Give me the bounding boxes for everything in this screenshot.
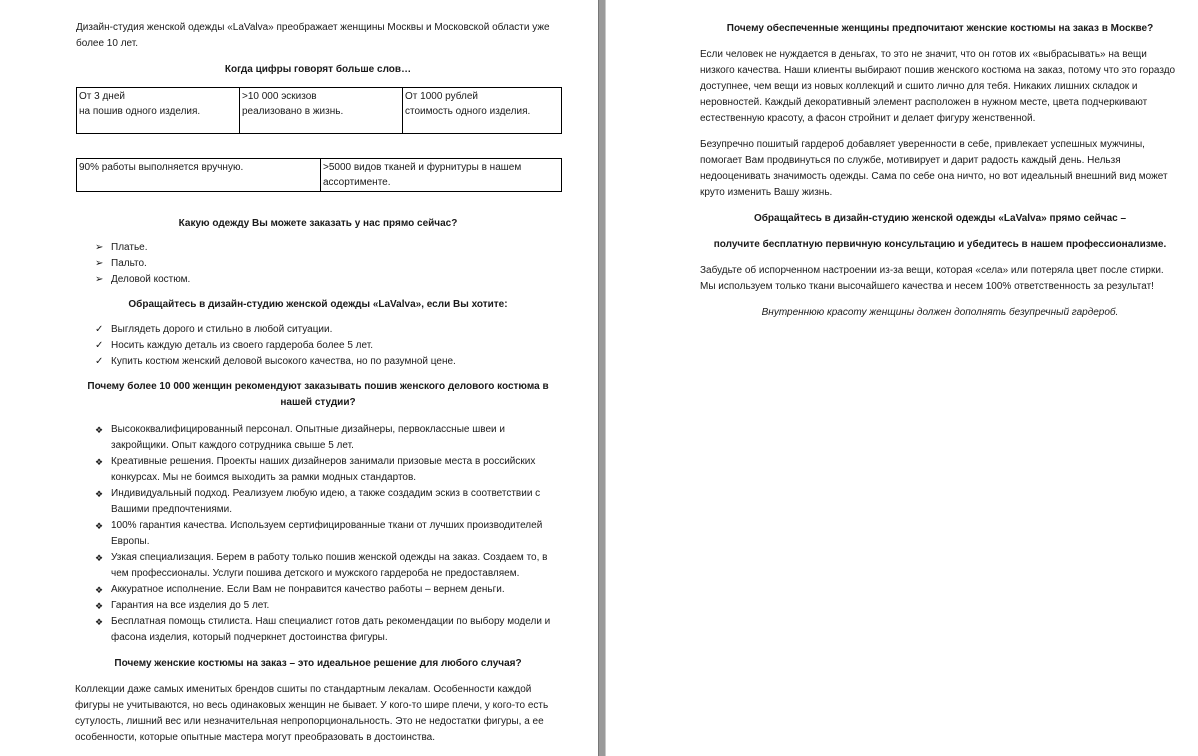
diamond-bullet-icon: ❖ [95, 585, 104, 595]
cta-line-2: получите бесплатную первичную консультацию и убедитесь в нашем профессионализме. [713, 239, 1167, 250]
intro-paragraph: Дизайн-студия женской одежды «LaValva» преображает женщины Москвы и Московской области уже более 10 лет. [76, 22, 550, 49]
table-cell: От 3 дней на пошив одного изделия. [77, 88, 240, 134]
features-table [76, 158, 562, 192]
right-paragraph-1: Если человек не нуждается в деньгах, то это не значит, что он готов их «выбрасывать» на вещи низкого качества. Наши клиенты выбирают пошив женского костюма на заказ, потому что это гораздо доступнее, чем вещи из новых коллекций и сшито лично для тебя. Никаких лишних складок и неровностей. Каждый декоративный элемент расположен в нужном месте, цвета подчеркивают естественную красоту, а фасон стройнит и делает фигуру женственной. [700, 49, 1176, 124]
diamond-bullet-icon: ❖ [95, 521, 104, 531]
table-row [77, 88, 562, 134]
table-cell: 90% работы выполняется вручную. [77, 159, 321, 192]
diamond-bullet-icon: ❖ [95, 601, 104, 611]
diamond-bullet-icon: ❖ [95, 489, 104, 499]
list-item: ❖ Бесплатная помощь стилиста. Наш специалист готов дать рекомендации по выбору модели и фасона изделия, который подчеркнет достоинства фигуры. [95, 616, 551, 643]
diamond-bullet-icon: ❖ [95, 457, 104, 467]
right-paragraph-2: Безупречно пошитый гардероб добавляет уверенности в себе, привлекает успешных мужчины, помогает Вам продвинуться по службе, мотивирует и дарит радость каждый день. Нельзя недооценивать значимость одежды. Сама по себе она ничто, но вот идеальный внешний вид может круто изменить Вашу жизнь. [700, 139, 1168, 198]
list-item: ➢ Пальто. [76, 256, 560, 272]
diamond-bullet-icon: ❖ [95, 553, 104, 563]
arrow-bullet-icon: ➢ [95, 274, 104, 285]
document-page-right [606, 0, 1198, 756]
ideal-heading: Почему женские костюмы на заказ – это идеальное решение для любого случая? [114, 658, 522, 669]
order-heading: Какую одежду Вы можете заказать у нас прямо сейчас? [178, 218, 458, 229]
list-item: ❖ Высококвалифицированный персонал. Опытные дизайнеры, первоклассные швеи и закройщики. Опыт каждого сотрудника свыше 5 лет. [95, 424, 505, 451]
page-left-content [76, 20, 560, 746]
list-item: ❖ 100% гарантия качества. Используем сертифицированные ткани от лучших производителей Европы. [95, 520, 543, 547]
document-page-left [0, 0, 598, 756]
check-bullet-icon: ✓ [95, 340, 104, 351]
list-item: ❖ Гарантия на все изделия до 5 лет. [76, 598, 560, 614]
order-list [76, 240, 560, 288]
check-bullet-icon: ✓ [95, 356, 104, 367]
check-bullet-icon: ✓ [95, 324, 104, 335]
why-heading: Почему более 10 000 женщин рекомендуют заказывать пошив женского делового костюма в нашей студии? [87, 381, 549, 408]
table-cell: >10 000 эскизов реализовано в жизнь. [240, 88, 403, 134]
list-item: ❖ Аккуратное исполнение. Если Вам не понравится качество работы – вернем деньги. [76, 582, 560, 598]
list-item: ✓ Купить костюм женский деловой высокого качества, но по разумной цене. [76, 354, 560, 370]
table-cell: >5000 видов тканей и фурнитуры в нашем ассортименте. [321, 159, 562, 192]
diamond-bullet-icon: ❖ [95, 425, 104, 435]
cta-line-1: Обращайтесь в дизайн-студию женской одежды «LaValva» прямо сейчас – [753, 213, 1127, 224]
numbers-heading: Когда цифры говорят больше слов… [224, 64, 412, 75]
closing-line: Внутреннюю красоту женщины должен дополнять безупречный гардероб. [761, 307, 1119, 318]
diamond-bullet-icon: ❖ [95, 617, 104, 627]
page-divider [598, 0, 606, 756]
list-item: ❖ Индивидуальный подход. Реализуем любую идею, а также создадим эскиз в соответствии с Вашими предпочтениями. [95, 488, 541, 515]
list-item: ❖ Креативные решения. Проекты наших дизайнеров занимали призовые места в российских конкурсах. Мы не боимся выходить за рамки модных стандартов. [95, 456, 536, 483]
right-paragraph-3: Забудьте об испорченном настроении из-за вещи, которая «села» или потеряла цвет после стирки. Мы используем только ткани высочайшего качества и несем 100% ответственность за результат! [700, 265, 1164, 292]
list-item: ➢ Платье. [76, 240, 560, 256]
list-item: ✓ Выглядеть дорого и стильно в любой ситуации. [76, 322, 560, 338]
numbers-table [76, 87, 562, 134]
table-row [77, 159, 562, 192]
ideal-paragraph: Коллекции даже самых именитых брендов сшиты по стандартным лекалам. Особенности каждой фигуры не учитываются, но весь одинаковых женщин не бывает. У кого-то шире плечи, у кого-то есть сутулость, лишний вес или незначительная непропорциональность. Это не недостатки фигуры, а ее особенности, которые опытные мастера могут преобразовать в достоинства. [75, 684, 549, 743]
want-list [76, 322, 560, 370]
page-right-content [700, 21, 1180, 321]
list-item: ✓ Носить каждую деталь из своего гардероба более 5 лет. [76, 338, 560, 354]
right-heading: Почему обеспеченные женщины предпочитают женские костюмы на заказ в Москве? [726, 23, 1154, 34]
arrow-bullet-icon: ➢ [95, 258, 104, 269]
list-item: ❖ Узкая специализация. Берем в работу только пошив женской одежды на заказ. Создаем то, в чем профессионалы. Услуги пошива детского и мужского гардероба не предоставляем. [95, 552, 548, 579]
table-cell: От 1000 рублей стоимость одного изделия. [403, 88, 562, 134]
list-item: ➢ Деловой костюм. [76, 272, 560, 288]
arrow-bullet-icon: ➢ [95, 242, 104, 253]
why-list [76, 422, 560, 646]
want-heading: Обращайтесь в дизайн-студию женской одежды «LaValva», если Вы хотите: [128, 299, 508, 310]
